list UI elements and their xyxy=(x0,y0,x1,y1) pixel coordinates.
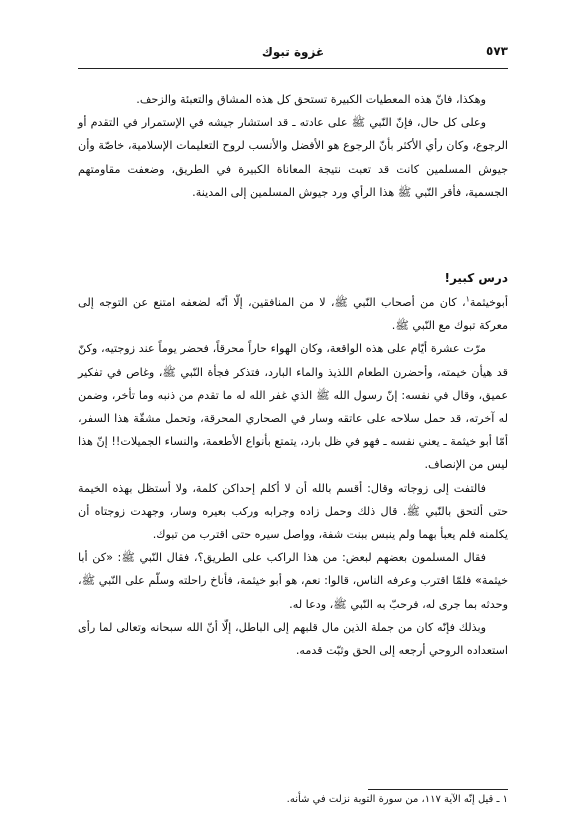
page-number: ٥٧٣ xyxy=(486,44,508,58)
footnote-rule xyxy=(368,789,508,790)
section-heading: درس كبير! xyxy=(444,271,508,285)
paragraph-3-start: أبوخيثمة xyxy=(469,296,508,309)
footnote-reference[interactable]: ١ xyxy=(465,294,470,304)
header-rule xyxy=(78,68,508,69)
paragraph-1: وهكذا، فانّ هذه المعطيات الكبيرة تستحق كل هذه المشاق والتعبئة والزحف. xyxy=(136,93,486,106)
page-header xyxy=(78,44,508,64)
footnote: ١ ـ قيل إنّه الآية ١١٧، من سورة التوبة نزلت في شأنه. xyxy=(286,794,508,805)
paragraph-3 xyxy=(78,291,508,337)
paragraph-3-rest: ، كان من أصحاب النّبي ﷺ، لا من المنافقين، إلّا أنّه لضعفه امتنع عن التوجه إلى معركة تبوك مع النّبي ﷺ. xyxy=(78,296,508,333)
intro-section xyxy=(78,88,508,204)
paragraph-6: فقال المسلمون بعضهم لبعض: من هذا الراكب على الطريق؟، فقال النّبي ﷺ: «كن أبا خيثمة» فلمّا اقترب وعرفه الناس، قالوا: نعم، هو أبو خيثمة، فأناخ راحلته وسلّم على النّبي ﷺ، وحدثه بما جرى له، فرحبّ به النّبي ﷺ، ودعا له. xyxy=(78,551,508,611)
paragraph-4: مرّت عشرة أيّام على هذه الواقعة، وكان الهواء حاراً محرقاً، فحضر يوماً عند زوجتيه، وكنّ قد هيأن خيمته، وأحضرن الطعام اللذيذ والماء البارد، فتذكر فجأة النّبي ﷺ، وغاص في تفكير عميق، وقال في نفسه: إنّ رسول الله ﷺ الذي غفر الله له ما تقدم من ذنبه وما تأخر، وضمن له آخرته، قد حمل سلاحه على عاتقه وسار في الصحاري المحرقة، وتحمل مشقّة هذا السفر، أمّا أبو خيثمة ـ يعني نفسه ـ فهو في ظل بارد، يتمتع بأنواع الأطعمة، والنساء الجميلات!! إنّ هذا ليس من الإنصاف. xyxy=(78,342,508,472)
paragraph-7: وبذلك فإنّه كان من جملة الذين مال قلبهم إلى الباطل، إلّا أنّ الله سبحانه وتعالى لما رأى استعداده الروحي أرجعه إلى الحق وثبّت قدمه. xyxy=(78,620,508,658)
paragraph-5: فالتفت إلى زوجاته وقال: أقسم بالله أن لا أكلم إحداكن كلمة، ولا أستظل بهذه الخيمة حتى ألتحق بالنّبي ﷺ. قال ذلك وحمل زاده وجرابه وركب بعيره وسار، وجهدت زوجتاه أن يكلمنه فلم يعبأ بهما ولم ينبس ببنت شفة، وواصل سيره حتى اقترب من تبوك. xyxy=(78,481,508,542)
lesson-section xyxy=(78,291,508,662)
paragraph-2: وعلى كل حال، فإنّ النّبي ﷺ على عادته ـ قد استشار جيشه في الإستمرار في التقدم أو الرجوع، وكان رأي الأكثر بأنّ الرجوع هو الأفضل والأنسب لروح التعليمات الإسلامية، خاصّة وأن جيوش المسلمين كانت قد تعبت نتيجة المعاناة الكبيرة في الطريق، وضعفت مقاومتهم الجسمية، فأقر النّبي ﷺ هذا الرأي ورد جيوش المسلمين إلى المدينة. xyxy=(78,116,508,199)
running-title: غزوة تبوك xyxy=(261,45,325,59)
